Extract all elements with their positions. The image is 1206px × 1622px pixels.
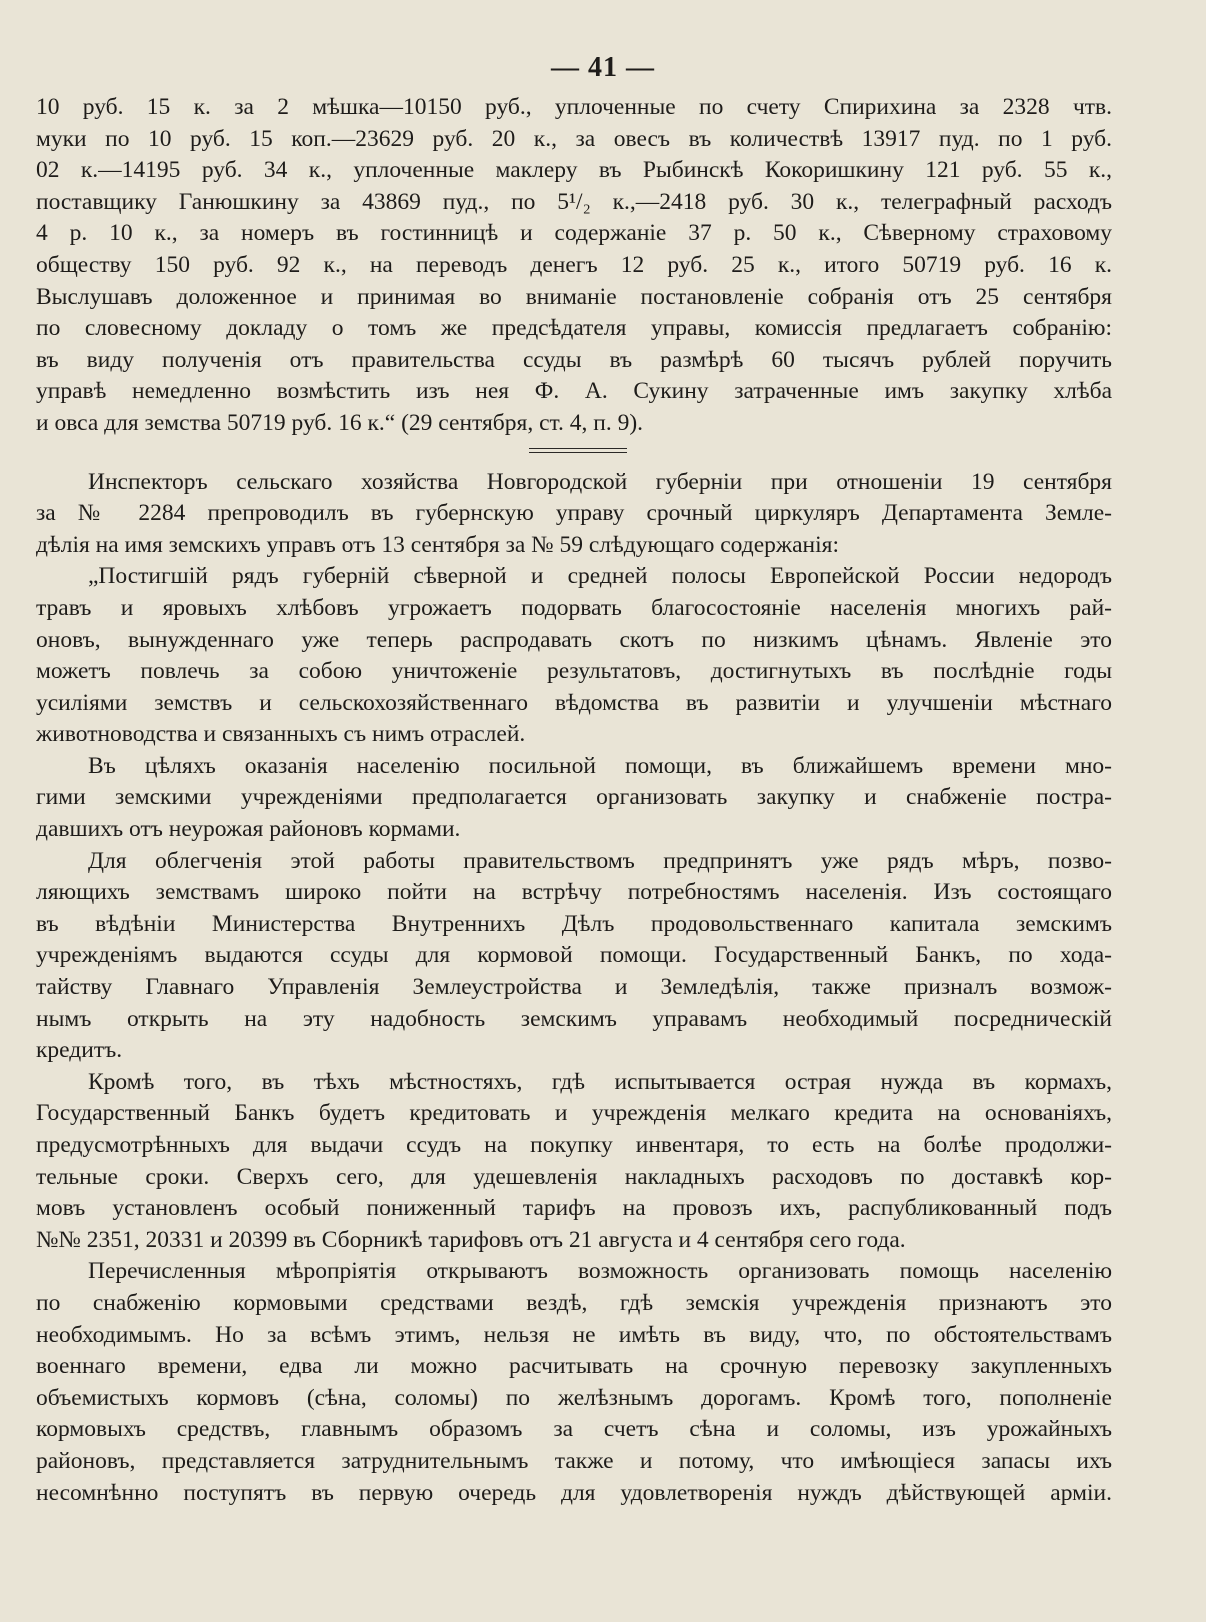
text-line: кормовыхъ средствъ, главнымъ образомъ за счетъ сѣна и соломы, изъ урожайныхъ xyxy=(36,1416,1112,1443)
text-line: по снабженію кормовыми средствами вездѣ, гдѣ земскія учрежденія признаютъ это xyxy=(36,1289,1112,1316)
text-line: Перечисленныя мѣропріятія открываютъ возможность организовать помощь населенію xyxy=(88,1258,1112,1285)
text-line: обществу 150 руб. 92 к., на переводъ денегъ 12 руб. 25 к., итого 50719 руб. 16 к. xyxy=(36,251,1112,278)
text-line: учрежденіямъ выдаются ссуды для кормовой помощи. Государственный Банкъ, по хода- xyxy=(36,942,1112,969)
text-line: 02 к.—14195 руб. 34 к., уплоченные маклеру въ Рыбинскѣ Кокоришкину 121 руб. 55 к., xyxy=(36,157,1112,184)
text-line: мовъ установленъ особый пониженный тарифъ на провозъ ихъ, распубликованный подъ xyxy=(36,1195,1112,1222)
text-line: гими земскими учрежденіями предполагается организовать закупку и снабженіе постра- xyxy=(36,784,1112,811)
text-line: ляющихъ земствамъ широко пойти на встрѣчу потребностямъ населенія. Изъ состоящаго xyxy=(36,879,1112,906)
paragraph-circular-intro xyxy=(36,561,1112,751)
text-line: тельные сроки. Сверхъ сего, для удешевленія накладныхъ расходовъ по доставкѣ кор- xyxy=(36,1163,1112,1190)
text-line: травъ и яровыхъ хлѣбовъ угрожаетъ подорвать благосостояніе населенія многихъ рай- xyxy=(36,594,1112,621)
text-line: объемистыхъ кормовъ (сѣна, соломы) по желѣзнымъ дорогамъ. Кромѣ того, пополненіе xyxy=(36,1384,1112,1411)
text-line: Кромѣ того, въ тѣхъ мѣстностяхъ, гдѣ испытывается острая нужда въ кормахъ, xyxy=(88,1068,1112,1095)
text-line: районовъ, представляется затруднительнымъ также и потому, что имѣющіеся запасы ихъ xyxy=(36,1447,1112,1474)
text-line: управѣ немедленно возмѣстить изъ нея Ф. А. Сукину затраченные имъ закупку хлѣба xyxy=(36,378,1112,405)
text-line: кредитъ. xyxy=(36,1037,123,1064)
text-line: 10 руб. 15 к. за 2 мѣшка—10150 руб., уплоченные по счету Спирихина за 2328 чтв. xyxy=(36,94,1112,120)
text-line: муки по 10 руб. 15 коп.—23629 руб. 20 к., за овесъ въ количествѣ 13917 пуд. по 1 руб. xyxy=(36,125,1112,152)
text-line: Инспекторъ сельскаго хозяйства Новгородской губерніи при отношеніи 19 сентября xyxy=(88,468,1112,495)
continuation-paragraph xyxy=(36,92,1112,440)
text-line: Государственный Банкъ будетъ кредитовать и учрежденія мелкаго кредита на основаніяхъ, xyxy=(36,1100,1112,1127)
text-line: нымъ открыть на эту надобность земскимъ управамъ необходимый посредническій xyxy=(36,1005,1112,1032)
text-line: дѣлія на имя земскихъ управъ отъ 13 сентября за № 59 слѣдующаго содержанія: xyxy=(36,531,839,558)
text-line: №№ 2351, 20331 и 20399 въ Сборникѣ тарифовъ отъ 21 августа и 4 сентября сего года. xyxy=(36,1226,906,1253)
paragraph-assistance xyxy=(36,751,1112,846)
text-line: „Постигшій рядъ губерній сѣверной и средней полосы Европейской России недородъ xyxy=(88,563,1112,590)
text-line: необходимымъ. Но за всѣмъ этимъ, нельзя не имѣть въ виду, что, по обстоятельствамъ xyxy=(36,1321,1112,1348)
text-line: Для облегченія этой работы правительствомъ предпринятъ уже рядъ мѣръ, позво- xyxy=(88,847,1112,874)
text-line: и овса для земства 50719 руб. 16 к.“ (29 сентября, ст. 4, п. 9). xyxy=(36,409,644,436)
text-line: въ виду полученія отъ правительства ссуды въ размѣрѣ 60 тысячъ рублей поручить xyxy=(36,346,1112,373)
section-divider xyxy=(529,448,627,453)
paragraph-state-bank xyxy=(36,1067,1112,1257)
text-line: 4 р. 10 к., за номеръ въ гостинницѣ и содержаніе 37 р. 50 к., Сѣверному страховому xyxy=(36,220,1112,247)
text-line: военнаго времени, едва ли можно расчитывать на срочную перевозку закупленныхъ xyxy=(36,1353,1112,1380)
text-line: Въ цѣляхъ оказанія населенію посильной помощи, въ ближайшемъ времени мно- xyxy=(88,752,1112,779)
text-line: можетъ повлечь за собою уничтоженіе результатовъ, достигнутыхъ въ послѣдніе годы xyxy=(36,658,1112,685)
text-line: давшихъ отъ неурожая районовъ кормами. xyxy=(36,816,461,843)
paragraph-government-measures xyxy=(36,846,1112,1067)
text-line: оновъ, вынужденнаго уже теперь распродавать скотъ по низкимъ цѣнамъ. Явленіе это xyxy=(36,626,1112,653)
text-line: по словесному докладу о томъ же предсѣдателя управы, комиссія предлагаетъ собранію: xyxy=(36,315,1112,342)
paragraph-inspector xyxy=(36,467,1112,562)
text-line: поставщику Ганюшкину за 43869 пуд., по 5¹/₂ к.,—2418 руб. 30 к., телеграфный расходъ xyxy=(36,188,1112,215)
page-number: — 41 — xyxy=(551,52,655,83)
text-line: животноводства и связанныхъ съ нимъ отраслей. xyxy=(36,721,526,748)
text-line: предусмотрѣнныхъ для выдачи ссудъ на покупку инвентаря, то есть на болѣе продолжи- xyxy=(36,1132,1112,1158)
paragraph-measures-summary xyxy=(36,1256,1112,1509)
text-line: въ вѣдѣніи Министерства Внутреннихъ Дѣлъ продовольственнаго капитала земскимъ xyxy=(36,910,1112,937)
text-line: за № 2284 препроводилъ въ губернскую управу срочный циркуляръ Департамента Земле- xyxy=(36,500,1112,527)
text-line: Выслушавъ доложенное и принимая во вниманіе постановленіе собранія отъ 25 сентября xyxy=(36,283,1112,310)
text-line: усиліями земствъ и сельскохозяйственнаго вѣдомства въ развитіи и улучшеніи мѣстнаго xyxy=(36,689,1112,716)
text-line: тайству Главнаго Управленія Землеустройства и Земледѣлія, также призналъ возмож- xyxy=(36,974,1112,1001)
text-line: несомнѣнно поступятъ въ первую очередь для удовлетворенія нуждъ дѣйствующей арміи. xyxy=(36,1479,1112,1506)
